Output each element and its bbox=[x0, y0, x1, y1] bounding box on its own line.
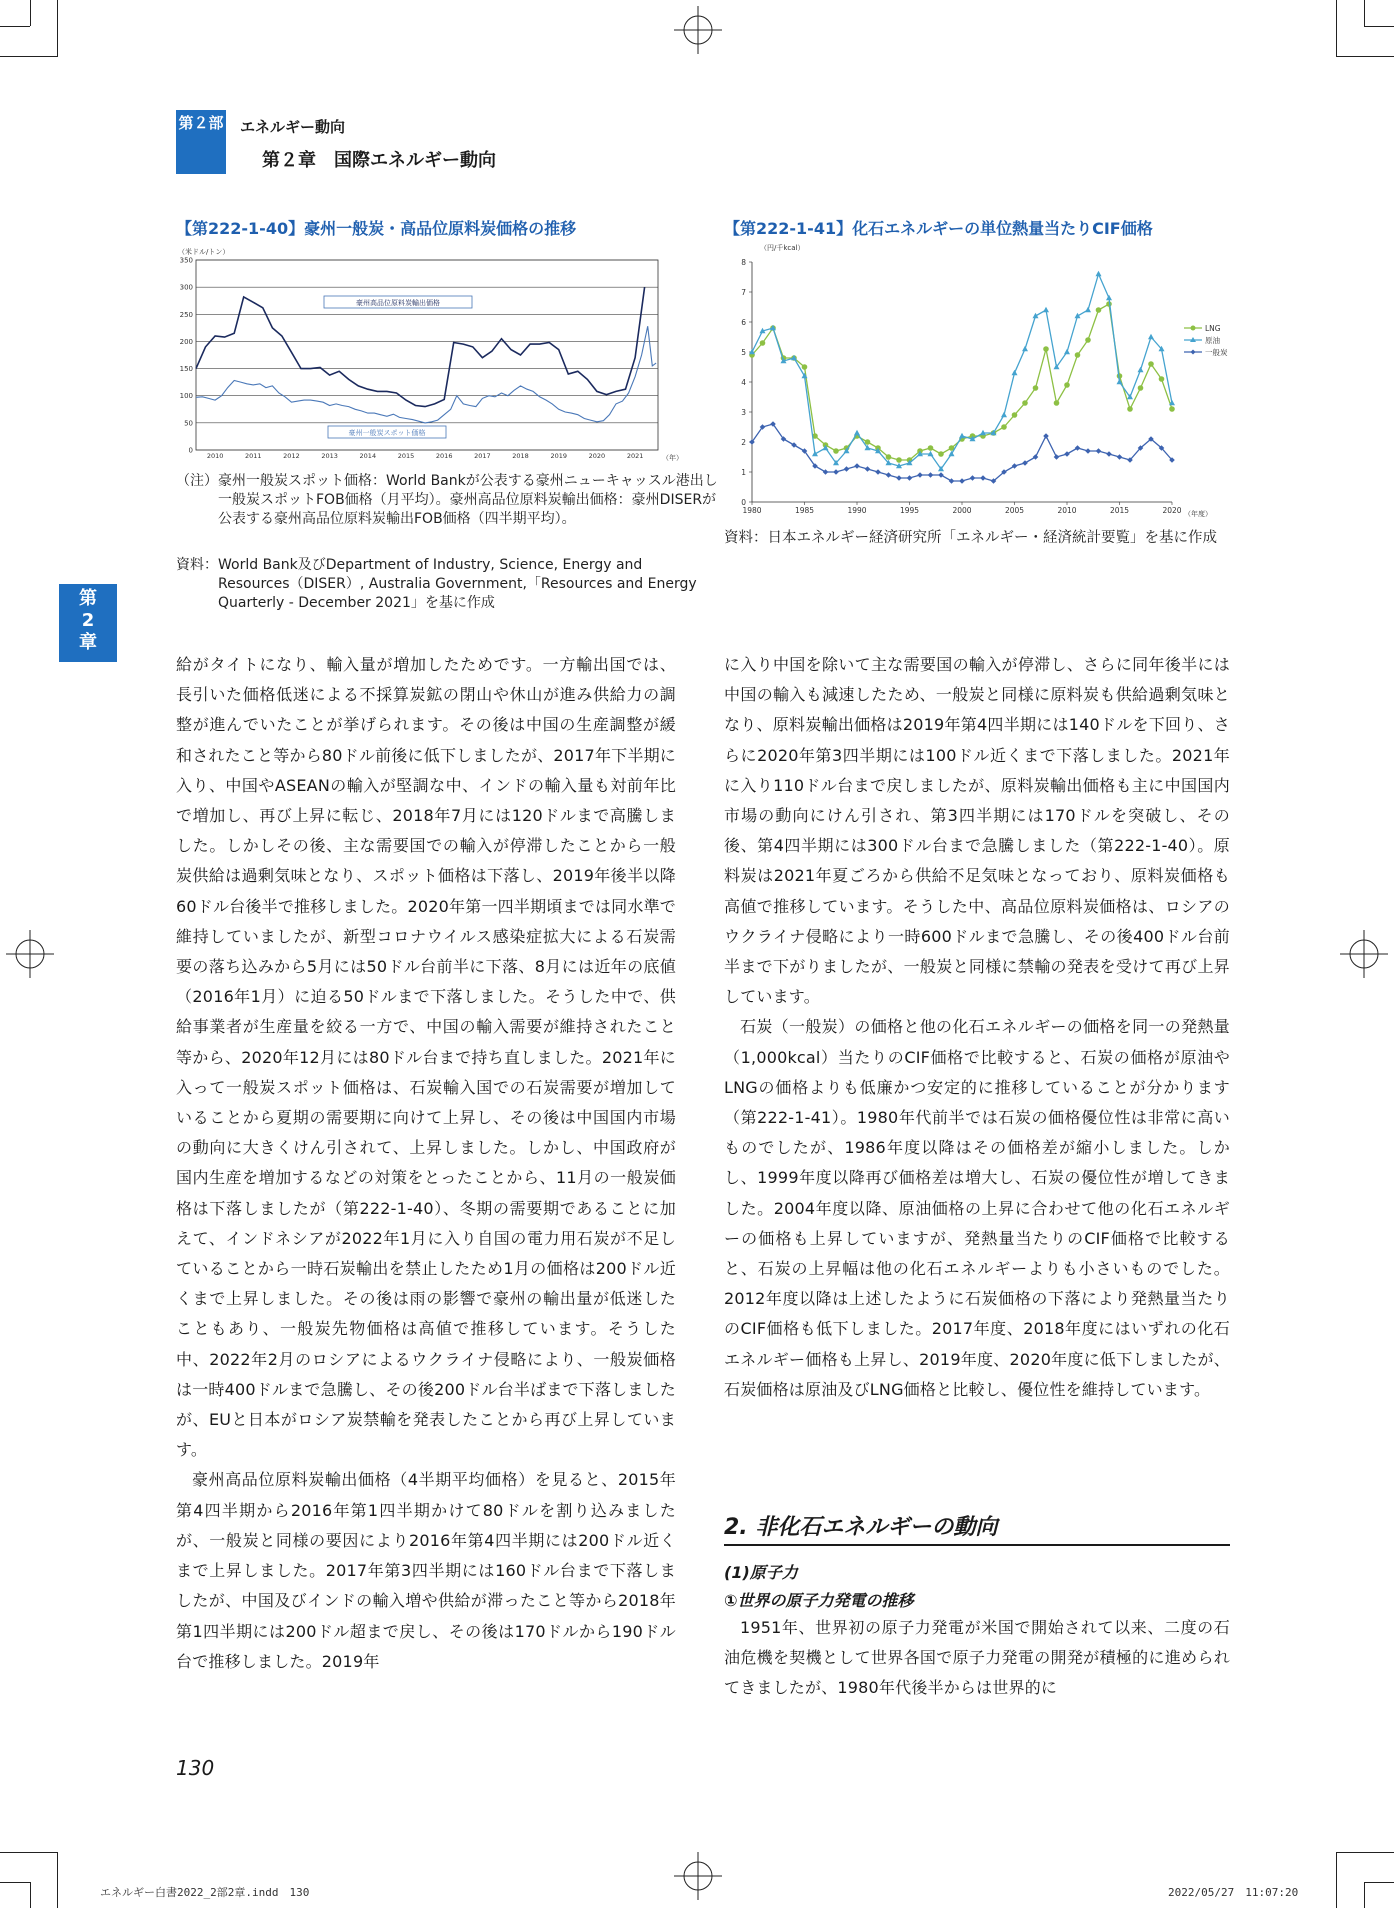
subsubsection-title: ①世界の原子力発電の推移 bbox=[724, 1591, 914, 1610]
figure2-data-point bbox=[970, 475, 976, 481]
figure2-data-point bbox=[1043, 433, 1049, 439]
figure1-y-tick-label: 350 bbox=[179, 256, 193, 265]
figure1-x-tick-label: 2017 bbox=[474, 452, 491, 460]
figure1-x-tick-label: 2013 bbox=[321, 452, 338, 460]
registration-mark-right bbox=[1340, 930, 1388, 978]
figure2-data-point bbox=[928, 472, 934, 478]
figure2-data-point bbox=[1043, 307, 1049, 312]
figure2-data-point bbox=[1012, 463, 1018, 469]
figure2-data-point bbox=[959, 433, 965, 438]
figure1-legend-coking: 豪州高品位原料炭輸出価格 bbox=[356, 299, 440, 307]
figure1-x-tick-label: 2016 bbox=[435, 452, 453, 460]
side-tab-char: 2 bbox=[81, 610, 95, 631]
figure1-y-tick-label: 50 bbox=[184, 419, 193, 428]
figure2-data-point bbox=[928, 445, 934, 451]
figure1-x-tick-label: 2019 bbox=[550, 452, 568, 460]
figure2-x-tick-label: 1980 bbox=[742, 506, 762, 515]
figure2-data-point bbox=[823, 469, 829, 475]
figure2-data-point bbox=[938, 472, 944, 478]
figure2-data-point bbox=[865, 439, 871, 445]
section-body bbox=[724, 1613, 1230, 1704]
figure2-title: 【第222-1-41】化石エネルギーの単位熱量当たりCIF価格 bbox=[724, 219, 1153, 238]
slug-left: エネルギー白書2022_2部2章.indd 130 bbox=[100, 1886, 310, 1899]
figure2-data-point bbox=[1001, 424, 1007, 430]
figure2-data-point bbox=[844, 466, 850, 472]
figure2-data-point bbox=[1022, 346, 1028, 351]
figure2-data-point bbox=[886, 454, 892, 460]
figure1-y-tick-label: 300 bbox=[179, 283, 193, 292]
figure2-data-point bbox=[749, 349, 755, 354]
figure2-legend-label: LNG bbox=[1205, 324, 1221, 333]
figure2-legend-marker bbox=[1191, 326, 1196, 331]
figure2-data-point bbox=[1054, 454, 1060, 460]
figure1-note: （注）豪州一般炭スポット価格：World Bankが公表する豪州ニューキャッスル港出し一般炭スポットFOB価格（月平均）。豪州高品位原料炭輸出価格：豪州DISERが公表する豪州高品位原料炭輸出FOB価格（四半期平均）。 bbox=[176, 473, 718, 527]
figure2-data-point bbox=[802, 364, 808, 370]
figure2-data-point bbox=[896, 475, 902, 481]
figure2-data-point bbox=[1148, 334, 1154, 339]
figure2-source: 資料：日本エネルギー経済研究所「エネルギー・経済統計要覧」を基に作成 bbox=[724, 530, 1217, 546]
side-tab-char: 第 bbox=[79, 588, 97, 609]
figure2-data-point bbox=[1138, 385, 1144, 391]
figure1-y-tick-label: 250 bbox=[179, 310, 193, 319]
figure1-series-line-thermal bbox=[196, 326, 656, 423]
figure2-data-point bbox=[1096, 448, 1102, 454]
side-tab-char: 章 bbox=[79, 632, 97, 653]
figure1-x-tick-label: 2021 bbox=[626, 452, 644, 460]
figure2-data-point bbox=[1106, 451, 1112, 457]
body-paragraph: に入り中国を除いて主な需要国の輸入が停滞し、さらに同年後半には中国の輸入も減速したため、一般炭と同様に原料炭も供給過剰気味となり、原料炭輸出価格は2019年第4四半期には140ドルを下回り、さらに2020年第3四半期には100ドル近くまで下落しました。2021年に入り110ドル台まで戻しましたが、原料炭輸出価格も主に中国国内市場の動向にけん引され、第3四半期には170ドルを突破し、その後、第4四半期には300ドル台まで急騰しました（第222-1-40）。原料炭は2021年夏ごろから供給不足気味となっており、原料炭価格も高値で推移しています。そうした中、高品位原料炭価格は、ロシアのウクライナ侵略により一時600ドルまで急騰し、その後400ドル台前半まで下がりましたが、一般炭と同様に禁輸の発表を受けて再び上昇しています。 bbox=[724, 655, 1230, 1007]
body-paragraph: 給がタイトになり、輸入量が増加したためです。一方輸出国では、長引いた価格低迷による不採算炭鉱の閉山や休山が進み供給力の調整が進んでいたことが挙げられます。その後は中国の生産調整が緩和されたこと等から80ドル前後に低下しましたが、2017年下半期に入り、中国やASEANの輸入が堅調な中、インドの輸入量も対前年比で増加し、再び上昇に転じ、2018年7月には120ドルまで高騰しました。しかしその後、主な需要国での輸入が停滞したことから一般炭供給は過剰気味となり、スポット価格は下落し、2019年後半以降60ドル台後半で推移しました。2020年第一四半期頃までは同水準で維持していましたが、新型コロナウイルス感染症拡大による石炭需要の落ち込みから5月には50ドル台前半に下落、8月には近年の底値（2016年1月）に迫る50ドルまで下落しました。そうした中で、供給事業者が生産量を絞る一方で、中国の輸入需要が維持されたこと等から、2020年12月には80ドル台まで持ち直しました。2021年に入って一般炭スポット価格は、石炭輸入国での石炭需要が増加していることから夏期の需要期に向けて上昇し、その後は中国国内市場の動向に大きくけん引されて、上昇しました。しかし、中国政府が国内生産を増加するなどの対策をとったことから、11月の一般炭価格は下落しましたが（第222-1-40）、冬期の需要期であることに加えて、インドネシアが2022年1月に入り自国の電力用石炭が不足していることから一時石炭輸出を禁止したため1月の価格は200ドル近くまで上昇しました。その後は雨の影響で豪州の輸出量が低迷したこともあり、一般炭先物価格は高値で推移しています。そうした中、2022年2月のロシアによるウクライナ侵略により、一般炭価格は一時400ドルまで急騰し、その後200ドル台半ばまで下落しましたが、EUと日本がロシア炭禁輸を発表したことから再び上昇しています。 bbox=[176, 655, 676, 1460]
subsection-title: (1)原子力 bbox=[724, 1563, 798, 1582]
figure2-data-point bbox=[833, 469, 839, 475]
figure2-data-point bbox=[1043, 346, 1049, 352]
figure2-x-tick-label: 2000 bbox=[952, 506, 972, 515]
figure2-data-point bbox=[865, 466, 871, 472]
figure1-x-tick-label: 2012 bbox=[283, 452, 300, 460]
figure2-data-point bbox=[1033, 454, 1039, 460]
figure2-y-tick-label: 4 bbox=[741, 378, 746, 387]
figure1-x-unit: （年） bbox=[662, 454, 683, 462]
figure1-x-tick-label: 2020 bbox=[588, 452, 606, 460]
figure2-y-tick-label: 0 bbox=[741, 498, 746, 507]
figure1-plot-frame bbox=[196, 260, 658, 450]
figure2-legend-marker bbox=[1191, 350, 1196, 355]
figure2-y-tick-label: 5 bbox=[741, 348, 746, 357]
figure2-data-point bbox=[1117, 454, 1123, 460]
figure2-legend-label: 原油 bbox=[1205, 336, 1220, 345]
figure2-data-point bbox=[1022, 460, 1028, 466]
figure2-x-tick-label: 2005 bbox=[1004, 506, 1025, 515]
figure1-x-tick-label: 2014 bbox=[359, 452, 377, 460]
figure1-y-tick-label: 150 bbox=[179, 365, 193, 374]
figure1-legend-thermal: 豪州一般炭スポット価格 bbox=[348, 429, 426, 437]
figure2-data-point bbox=[1064, 349, 1070, 354]
body-paragraph: 豪州高品位原料炭輸出価格（4半期平均価格）を見ると、2015年第4四半期から2016年第1四半期かけて80ドルを割り込みましたが、一般炭と同様の要因により2016年第4四半期には200ドル近くまで上昇しました。2017年第3四半期には160ドル台まで下落しましたが、中国及びインドの輸入増や供給が滞ったこと等から2018年第1四半期には200ドル超まで戻し、その後は170ドルから190ドル台で推移しました。2019年 bbox=[176, 1470, 676, 1671]
figure2-data-point bbox=[959, 478, 965, 484]
figure2-data-point bbox=[1106, 295, 1112, 300]
figure1-title: 【第222-1-40】豪州一般炭・高品位原料炭価格の推移 bbox=[176, 219, 577, 238]
figure2-data-point bbox=[938, 451, 944, 457]
page-number: 130 bbox=[176, 1756, 215, 1780]
figure1-y-tick-label: 0 bbox=[188, 446, 193, 455]
figure2-x-tick-label: 2015 bbox=[1109, 506, 1130, 515]
figure2-data-point bbox=[1096, 307, 1102, 313]
figure2-data-point bbox=[1085, 448, 1091, 454]
figure2-data-point bbox=[875, 469, 881, 475]
figure2-data-point bbox=[1064, 382, 1070, 388]
registration-mark-left bbox=[6, 930, 54, 978]
body-paragraph: 1951年、世界初の原子力発電が米国で開始されて以来、二度の石油危機を契機として世界各国で原子力発電の開発が積極的に進められてきましたが、1980年代後半からは世界的に bbox=[724, 1618, 1230, 1698]
figure2-data-point bbox=[854, 463, 860, 469]
figure2-data-point bbox=[980, 475, 986, 481]
figure2-x-tick-label: 1995 bbox=[899, 506, 920, 515]
figure2-data-point bbox=[1075, 352, 1081, 358]
figure2-data-point bbox=[1075, 445, 1081, 451]
registration-mark-top bbox=[674, 6, 722, 54]
figure2-data-point bbox=[886, 472, 892, 478]
right-column bbox=[724, 650, 1230, 1405]
figure2-data-point bbox=[1169, 406, 1175, 412]
left-column bbox=[176, 650, 676, 1677]
figure2-data-point bbox=[1054, 400, 1060, 406]
part-badge: 第２部 bbox=[176, 110, 226, 174]
figure2-data-point bbox=[1001, 412, 1007, 417]
figure1-y-unit: （米ドル/トン） bbox=[178, 248, 230, 256]
figure1-x-tick-label: 2011 bbox=[244, 452, 262, 460]
figure2-x-tick-label: 1985 bbox=[794, 506, 815, 515]
figure2-data-point bbox=[1022, 400, 1028, 406]
figure2-data-point bbox=[1064, 451, 1070, 457]
figure2-data-point bbox=[1138, 367, 1144, 372]
figure2-x-tick-label: 2020 bbox=[1162, 506, 1182, 515]
figure2-data-point bbox=[760, 340, 766, 346]
figure2-data-point bbox=[791, 442, 797, 448]
figure2-data-point bbox=[1127, 406, 1133, 412]
figure2-data-point bbox=[1085, 307, 1091, 312]
figure2-x-tick-label: 1990 bbox=[847, 506, 867, 515]
figure2-y-tick-label: 6 bbox=[741, 318, 746, 327]
figure2-y-tick-label: 1 bbox=[741, 468, 746, 477]
figure2-x-tick-label: 2010 bbox=[1057, 506, 1077, 515]
figure2-data-point bbox=[1096, 271, 1102, 276]
figure2-y-unit: （円/千kcal） bbox=[760, 244, 805, 252]
figure2-data-point bbox=[1148, 361, 1154, 367]
figure2-y-tick-label: 2 bbox=[741, 438, 746, 447]
part-label: エネルギー動向 bbox=[240, 118, 346, 136]
figure1-x-tick-label: 2015 bbox=[397, 452, 415, 460]
slug-right: 2022/05/27 11:07:20 bbox=[1168, 1886, 1299, 1899]
figure2-data-point bbox=[917, 472, 923, 478]
figure2-data-point bbox=[896, 457, 902, 463]
figure2-chart bbox=[724, 240, 1244, 520]
registration-mark-bottom bbox=[674, 1852, 722, 1900]
figure2-data-point bbox=[949, 478, 955, 484]
section-title: 2. 非化石エネルギーの動向 bbox=[724, 1515, 998, 1540]
figure2-data-point bbox=[907, 475, 913, 481]
chapter-side-tab bbox=[59, 584, 117, 662]
figure2-data-point bbox=[1012, 370, 1018, 375]
figure2-data-point bbox=[1159, 376, 1165, 382]
figure1-y-tick-label: 100 bbox=[179, 392, 193, 401]
figure2-y-tick-label: 3 bbox=[741, 408, 746, 417]
figure2-data-point bbox=[1085, 337, 1091, 343]
figure2-data-point bbox=[1012, 412, 1018, 418]
figure2-data-point bbox=[1033, 385, 1039, 391]
figure1-x-tick-label: 2018 bbox=[512, 452, 529, 460]
figure1-source: 資料：World Bank及びDepartment of Industry, Science, Energy and Resources（DISER）, Australia Government,「Resources and Energy Quarterly - December 2021」を基に作成 bbox=[176, 557, 697, 611]
chapter-title: 第２章 国際エネルギー動向 bbox=[262, 150, 496, 171]
figure2-data-point bbox=[833, 448, 839, 454]
section-rule bbox=[724, 1544, 1230, 1546]
figure2-data-point bbox=[854, 430, 860, 435]
figure1-chart bbox=[176, 246, 683, 462]
body-paragraph: 石炭（一般炭）の価格と他の化石エネルギーの価格を同一の発熱量（1,000kcal）当たりのCIF価格で比較すると、石炭の価格が原油やLNGの価格よりも低廉かつ安定的に推移していることが分かります（第222-1-41）。1980年代前半では石炭の価格優位性は非常に高いものでしたが、1986年度以降はその価格差が縮小しました。しかし、1999年度以降再び価格差は増大し、石炭の優位性が増してきました。2004年度以降、原油価格の上昇に合わせて他の化石エネルギーの価格も上昇していますが、発熱量当たりのCIF価格で比較すると、石炭の上昇幅は他の化石エネルギーよりも小さいものでした。2012年度以降は上述したように石炭価格の下落により発熱量当たりのCIF価格も低下しました。2017年度、2018年度にはいずれの化石エネルギー価格も上昇し、2019年度、2020年度に低下しましたが、石炭価格は原油及びLNG価格と比較し、優位性を維持しています。 bbox=[724, 1017, 1230, 1399]
figure2-y-tick-label: 7 bbox=[741, 288, 746, 297]
figure2-legend-label: 一般炭 bbox=[1205, 348, 1228, 357]
figure1-x-tick-label: 2010 bbox=[206, 452, 224, 460]
figure1-y-tick-label: 200 bbox=[179, 337, 193, 346]
figure2-x-unit: （年度） bbox=[1184, 510, 1212, 518]
figure2-y-tick-label: 8 bbox=[741, 258, 746, 267]
